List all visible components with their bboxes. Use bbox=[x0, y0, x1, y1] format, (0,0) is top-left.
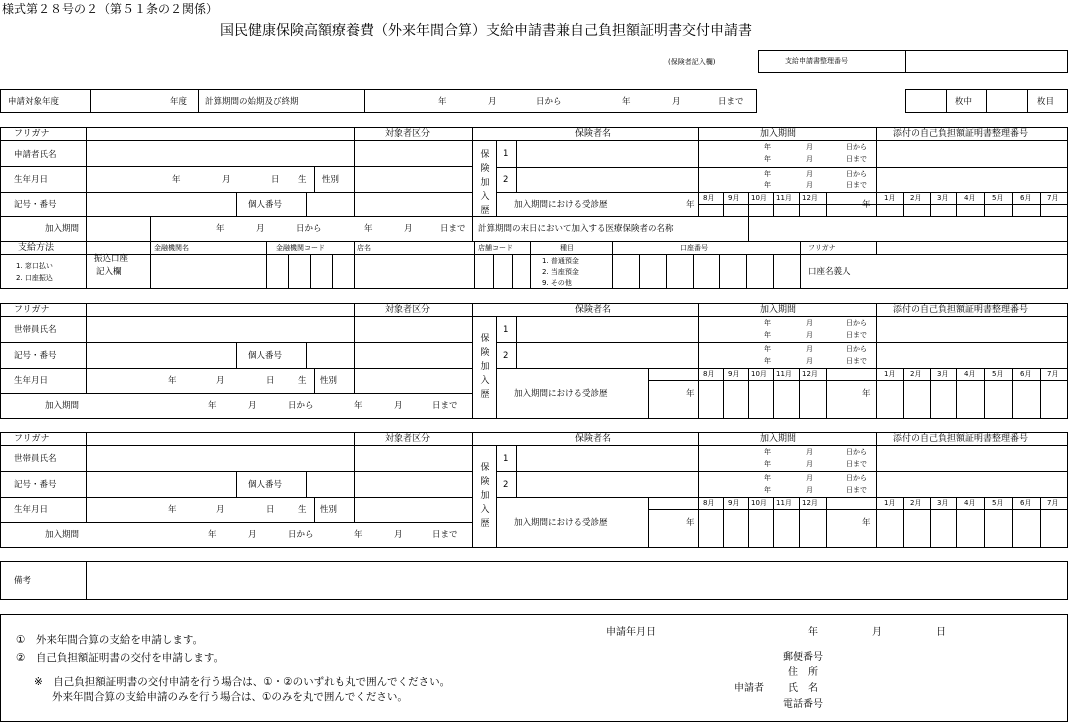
kanyu-start-year: 年 bbox=[216, 224, 225, 234]
hoken-kanyu-reki-label: 保 険 加 入 歴 bbox=[480, 150, 490, 216]
birth-year: 年 bbox=[172, 175, 181, 185]
kanyu-end-year: 年 bbox=[364, 224, 373, 234]
period-end-month: 月 bbox=[672, 97, 681, 107]
remarks-box bbox=[0, 561, 1068, 600]
period-end-year: 年 bbox=[622, 97, 631, 107]
shumoku-label: 種目 bbox=[560, 244, 574, 252]
kanyu-kikan-label: 加入期間 bbox=[45, 224, 80, 234]
jushinreki-label: 加入期間における受診歴 bbox=[514, 200, 608, 210]
shumoku-futsu: 1. 普通預金 bbox=[542, 257, 579, 265]
taisho-kubun-label: 対象者区分 bbox=[385, 129, 431, 139]
period-end-day: 日まで bbox=[718, 97, 744, 107]
tenpu-label: 添付の自己負担額証明書整理番号 bbox=[893, 129, 1029, 139]
member-name-label: 世帯員氏名 bbox=[14, 325, 57, 335]
birthdate-label: 生年月日 bbox=[14, 175, 49, 185]
applicant-name-label: 申請者氏名 bbox=[14, 150, 57, 160]
hokensha-mei-label: 保険者名 bbox=[575, 129, 612, 139]
insurer-row-1: 1 bbox=[503, 149, 509, 159]
kinyu-kikan-code-label: 金融機関コード bbox=[276, 244, 325, 252]
section-member-1 bbox=[0, 303, 1068, 419]
kanyu-start-month: 月 bbox=[256, 224, 265, 234]
form-number: 様式第２８号の２（第５１条の２関係） bbox=[2, 2, 219, 16]
section-member-2 bbox=[0, 432, 1068, 548]
maime-label: 枚目 bbox=[1037, 97, 1055, 107]
postal-code-label: 郵便番号 bbox=[783, 652, 823, 663]
birth-sei: 生 bbox=[298, 175, 307, 185]
declaration-box bbox=[0, 614, 1068, 722]
shikyu-houhou-label: 支給方法 bbox=[18, 243, 55, 253]
application-date-label: 申請年月日 bbox=[606, 627, 656, 638]
insurer-fill-note: (保険者記入欄) bbox=[668, 58, 716, 66]
seiri-label: 支給申請書整理番号 bbox=[785, 57, 848, 65]
furigana-label: フリガナ bbox=[14, 129, 50, 139]
period-start-day: 日から bbox=[536, 97, 562, 107]
shumoku-toza: 2. 当座預金 bbox=[542, 268, 579, 276]
declaration-note-1: ※ 自己負担額証明書の交付申請を行う場合は、①・②のいずれも丸で囲んでください。 bbox=[34, 676, 451, 688]
kinyu-kikan-mei-label: 金融機関名 bbox=[154, 244, 189, 252]
applicant-label: 申請者 bbox=[734, 683, 764, 694]
kanyu-start-day: 日から bbox=[296, 224, 322, 234]
target-year-label: 申請対象年度 bbox=[8, 97, 60, 107]
declaration-line-1: ① 外来年間合算の支給を申請します。 bbox=[16, 634, 204, 646]
birth-month: 月 bbox=[222, 175, 231, 185]
maichu-label: 枚中 bbox=[955, 97, 973, 107]
kanyu-kikan-header: 加入期間 bbox=[760, 129, 797, 139]
period-label: 計算期間の始期及び終期 bbox=[205, 97, 299, 107]
nendo-label: 年度 bbox=[170, 97, 188, 107]
tenmei-label: 店名 bbox=[357, 244, 371, 252]
method-madoguchi: 1. 窓口払い bbox=[16, 262, 53, 270]
koza-bangou-label: 口座番号 bbox=[680, 244, 708, 252]
method-furikomi: 2. 口座振込 bbox=[16, 274, 53, 282]
form-page: 様式第２８号の２（第５１条の２関係） 国民健康保険高額療養費（外来年間合算）支給申請書兼自己負担額証明書交付申請書 (保険者記入欄) 支給申請書整理番号 申請対象年度 年度 計算期間の始期及び終期 年 月 日から 年 月 日まで 枚中 枚目 フリガナ 対象者区分 保険者名 加入期間 添付の自己負担額証明書整理番号 申請者氏名 生年月日 年 月 日 生 性別 記号・番号 個人番号 加入期間 年 月 日から 年 月 日まで 保 険 加 入 歴 1 2 年 月 日から 年 月 日まで 年 月 日から 年 月 日まで 加入期間における受診歴 年 年 8月 9月 10月 11月 12月 1月 2月 3月 4月 5月 6月 7月 計算期間の末日において加入する医療保険者の名称 支給方法 1. 窓口払い 2. 口座振込 振込口座 記入欄 金融機関名 金融機関コード 店名 店舗コード 種目 1. 普通預金 2. 当座預金 9. その他 口座番号 フリガナ 口座名義人 フリガナ 対象者区分 保険者名 加入期間 添付の自己負担額証明書整理番号 世帯員氏名 記号・番号 個人番号 生年月日 年 月 日 生 性別 加入期間 年 月 日から 年 月 日まで 保 険 加 入 歴 1 2 年 月 日から 年 月 日まで 年 月 日から 年 月 日まで 加入期間における受診歴 年 年 8月 9月 10月 11月 12月 1月 2月 3月 4月 5月 6月 7月 フリガナ 対象者区分 保険者名 加入期間 添付の自己負担額証明書整理番号 世帯員氏名 記号・番号 個人番号 生年月日 年 月 日 生 性別 加入期間 年 月 日から 年 月 日まで 保 険 加 入 歴 1 2 年 月 日から 年 月 日まで 年 月 日から 年 月 日まで 加入期間における受診歴 年 年 8月 9月 10月 11月 12月 1月 2月 3月 4月 5月 6月 7月 備考 ① 外来年間合算の支給を申請します。 ② 自己負担額証明書の交付を申請します。 ※ 自己負担額証明書の交付申請を行う場合は、①・②のいずれも丸で囲んでください。 外来年間合算の支給申請のみを行う場合は、①のみを丸で囲んでください。 申請年月日 年 月 日 郵便番号 住 所 申請者 氏 名 電話番号 bbox=[0, 0, 1069, 723]
koza-furigana-label: フリガナ bbox=[808, 244, 836, 252]
furikomi-label-1: 振込口座 bbox=[94, 254, 129, 264]
period-row bbox=[0, 89, 757, 113]
insurer-row-2: 2 bbox=[503, 175, 509, 185]
kanyu-end-day: 日まで bbox=[440, 224, 466, 234]
furikomi-label-2: 記入欄 bbox=[96, 267, 122, 277]
form-title: 国民健康保険高額療養費（外来年間合算）支給申請書兼自己負担額証明書交付申請書 bbox=[220, 23, 752, 39]
koza-meigi-label: 口座名義人 bbox=[808, 267, 851, 277]
tenpo-code-label: 店舗コード bbox=[478, 244, 513, 252]
period-start-month: 月 bbox=[488, 97, 497, 107]
period-start-year: 年 bbox=[438, 97, 447, 107]
birth-day: 日 bbox=[271, 175, 280, 185]
declaration-line-2: ② 自己負担額証明書の交付を申請します。 bbox=[16, 652, 225, 664]
kojin-bangou-label: 個人番号 bbox=[248, 200, 283, 210]
address-label: 住 所 bbox=[788, 667, 818, 678]
shumoku-sonota: 9. その他 bbox=[542, 279, 572, 287]
phone-label: 電話番号 bbox=[783, 699, 823, 710]
name-label: 氏 名 bbox=[788, 683, 818, 694]
kigou-bangou-label: 記号・番号 bbox=[14, 200, 57, 210]
keisan-matsujitsu-label: 計算期間の末日において加入する医療保険者の名称 bbox=[478, 224, 674, 234]
remarks-label: 備考 bbox=[14, 576, 32, 586]
kanyu-end-month: 月 bbox=[404, 224, 413, 234]
declaration-note-2: 外来年間合算の支給申請のみを行う場合は、①のみを丸で囲んでください。 bbox=[52, 691, 408, 703]
gender-label: 性別 bbox=[322, 175, 340, 185]
